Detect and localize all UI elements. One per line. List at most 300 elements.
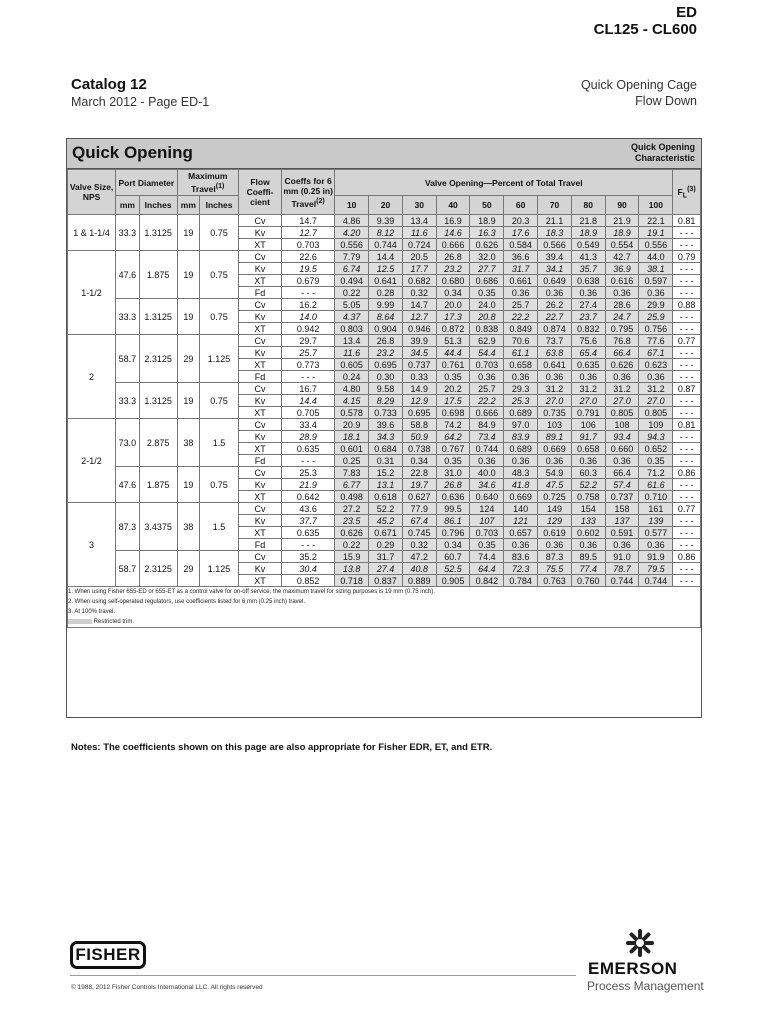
travel-inches-cell: 0.75 bbox=[200, 215, 239, 251]
header-pct-20: 20 bbox=[369, 196, 403, 215]
catalog-date: March 2012 - Page ED-1 bbox=[71, 95, 210, 109]
value-cell: 0.649 bbox=[538, 275, 572, 287]
characteristic-label bbox=[631, 142, 695, 164]
port-mm-cell: 33.3 bbox=[116, 299, 140, 335]
value-cell: 23.2 bbox=[369, 347, 403, 359]
value-cell: 0.619 bbox=[538, 527, 572, 539]
value-cell: 0.36 bbox=[538, 539, 572, 551]
value-cell: 15.2 bbox=[369, 467, 403, 479]
travel-mm-cell: 29 bbox=[177, 551, 200, 587]
value-cell: 14.7 bbox=[402, 299, 436, 311]
value-cell: 0.744 bbox=[605, 575, 639, 587]
value-cell: 16.3 bbox=[470, 227, 504, 239]
coefficient-name-cell: XT bbox=[239, 275, 282, 287]
value-cell: 12.9 bbox=[402, 395, 436, 407]
value-cell: 91.9 bbox=[639, 551, 673, 563]
restricted-trim-label: Restricted trim. bbox=[93, 619, 135, 625]
value-cell: 9.99 bbox=[369, 299, 403, 311]
value-cell: 83.9 bbox=[504, 431, 538, 443]
value-cell: 0.796 bbox=[436, 527, 470, 539]
value-cell: 0.623 bbox=[639, 359, 673, 371]
value-cell: 14.9 bbox=[402, 383, 436, 395]
value-cell: 161 bbox=[639, 503, 673, 515]
value-cell: 0.494 bbox=[335, 275, 369, 287]
value-cell: 0.22 bbox=[335, 287, 369, 299]
value-cell: 0.744 bbox=[369, 239, 403, 251]
footnote-ref-2: (2) bbox=[316, 196, 325, 205]
coeff-6mm-cell: 0.703 bbox=[282, 239, 335, 251]
table-row bbox=[68, 419, 701, 431]
coeff-6mm-cell: - - - bbox=[282, 371, 335, 383]
fl-cell: - - - bbox=[673, 455, 701, 467]
value-cell: 0.695 bbox=[402, 407, 436, 419]
value-cell: 0.35 bbox=[470, 539, 504, 551]
coeff-6mm-cell: - - - bbox=[282, 455, 335, 467]
value-cell: 0.36 bbox=[504, 371, 538, 383]
value-cell: 0.684 bbox=[369, 443, 403, 455]
coeff-6mm-cell: 33.4 bbox=[282, 419, 335, 431]
value-cell: 31.7 bbox=[369, 551, 403, 563]
header-fl bbox=[673, 170, 701, 215]
value-cell: 26.2 bbox=[538, 299, 572, 311]
fl-cell: - - - bbox=[673, 407, 701, 419]
coeff-6mm-cell: 37.7 bbox=[282, 515, 335, 527]
value-cell: 14.4 bbox=[369, 251, 403, 263]
value-cell: 39.6 bbox=[369, 419, 403, 431]
value-cell: 7.83 bbox=[335, 467, 369, 479]
port-inches-cell: 2.3125 bbox=[139, 335, 177, 383]
coefficient-name-cell: Kv bbox=[239, 227, 282, 239]
value-cell: 0.660 bbox=[605, 443, 639, 455]
catalog-title: Catalog 12 bbox=[71, 76, 147, 93]
value-cell: 0.36 bbox=[571, 371, 605, 383]
characteristic-line2: Characteristic bbox=[634, 153, 695, 163]
value-cell: 158 bbox=[605, 503, 639, 515]
port-mm-cell: 73.0 bbox=[116, 419, 140, 467]
value-cell: 31.2 bbox=[605, 383, 639, 395]
value-cell: 0.872 bbox=[436, 323, 470, 335]
value-cell: 137 bbox=[605, 515, 639, 527]
coeff-6mm-cell: 22.6 bbox=[282, 251, 335, 263]
value-cell: 0.601 bbox=[335, 443, 369, 455]
coeff-6mm-cell: 21.9 bbox=[282, 479, 335, 491]
value-cell: 86.1 bbox=[436, 515, 470, 527]
value-cell: 0.738 bbox=[402, 443, 436, 455]
value-cell: 34.5 bbox=[402, 347, 436, 359]
value-cell: 0.578 bbox=[335, 407, 369, 419]
port-inches-cell: 1.3125 bbox=[139, 215, 177, 251]
value-cell: 45.2 bbox=[369, 515, 403, 527]
value-cell: 11.6 bbox=[402, 227, 436, 239]
value-cell: 20.8 bbox=[470, 311, 504, 323]
table-row bbox=[68, 215, 701, 227]
value-cell: 41.3 bbox=[571, 251, 605, 263]
coefficient-name-cell: XT bbox=[239, 323, 282, 335]
header-port-mm: mm bbox=[116, 196, 140, 215]
copyright: © 1988, 2012 Fisher Controls International LLC. All rights reserved bbox=[71, 984, 263, 991]
value-cell: 0.744 bbox=[470, 443, 504, 455]
value-cell: 6.74 bbox=[335, 263, 369, 275]
value-cell: 0.36 bbox=[605, 287, 639, 299]
coeff-6mm-cell: 0.852 bbox=[282, 575, 335, 587]
value-cell: 62.9 bbox=[470, 335, 504, 347]
coefficient-name-cell: XT bbox=[239, 491, 282, 503]
value-cell: 16.9 bbox=[436, 215, 470, 227]
fl-cell: - - - bbox=[673, 491, 701, 503]
value-cell: 65.4 bbox=[571, 347, 605, 359]
value-cell: 0.904 bbox=[369, 323, 403, 335]
value-cell: 4.80 bbox=[335, 383, 369, 395]
coefficient-name-cell: Cv bbox=[239, 335, 282, 347]
value-cell: 0.566 bbox=[538, 239, 572, 251]
value-cell: 139 bbox=[639, 515, 673, 527]
coeff-6mm-cell: 43.6 bbox=[282, 503, 335, 515]
value-cell: 17.3 bbox=[436, 311, 470, 323]
value-cell: 64.4 bbox=[470, 563, 504, 575]
coefficient-name-cell: Kv bbox=[239, 263, 282, 275]
value-cell: 6.77 bbox=[335, 479, 369, 491]
fl-cell: 0.88 bbox=[673, 299, 701, 311]
value-cell: 72.3 bbox=[504, 563, 538, 575]
fl-cell: 0.77 bbox=[673, 503, 701, 515]
value-cell: 27.7 bbox=[470, 263, 504, 275]
value-cell: 0.756 bbox=[639, 323, 673, 335]
footnote-ref-1: (1) bbox=[215, 182, 225, 191]
travel-mm-cell: 38 bbox=[177, 503, 200, 551]
value-cell: 0.837 bbox=[369, 575, 403, 587]
coeff-6mm-cell: 14.7 bbox=[282, 215, 335, 227]
value-cell: 0.761 bbox=[436, 359, 470, 371]
value-cell: 0.34 bbox=[402, 455, 436, 467]
value-cell: 0.36 bbox=[571, 539, 605, 551]
value-cell: 31.2 bbox=[538, 383, 572, 395]
emerson-globe-icon bbox=[625, 928, 655, 958]
fl-cell: - - - bbox=[673, 515, 701, 527]
value-cell: 71.2 bbox=[639, 467, 673, 479]
value-cell: 0.636 bbox=[436, 491, 470, 503]
value-cell: 129 bbox=[538, 515, 572, 527]
value-cell: 73.4 bbox=[470, 431, 504, 443]
value-cell: 0.30 bbox=[369, 371, 403, 383]
value-cell: 27.0 bbox=[571, 395, 605, 407]
fl-cell: - - - bbox=[673, 539, 701, 551]
table-row bbox=[68, 335, 701, 347]
value-cell: 22.7 bbox=[538, 311, 572, 323]
coeff-6mm-cell: 0.642 bbox=[282, 491, 335, 503]
value-cell: 0.889 bbox=[402, 575, 436, 587]
coefficient-name-cell: Cv bbox=[239, 251, 282, 263]
value-cell: 83.6 bbox=[504, 551, 538, 563]
fl-cell: - - - bbox=[673, 527, 701, 539]
header-pct-90: 90 bbox=[605, 196, 639, 215]
travel-inches-cell: 0.75 bbox=[200, 467, 239, 503]
value-cell: 25.9 bbox=[639, 311, 673, 323]
header-pct-80: 80 bbox=[571, 196, 605, 215]
value-cell: 0.36 bbox=[504, 455, 538, 467]
coeff-6mm-cell: 0.942 bbox=[282, 323, 335, 335]
characteristic-line1: Quick Opening bbox=[630, 142, 695, 152]
cage-type: Quick Opening Cage bbox=[580, 78, 697, 92]
value-cell: 70.6 bbox=[504, 335, 538, 347]
value-cell: 0.36 bbox=[639, 287, 673, 299]
value-cell: 34.6 bbox=[470, 479, 504, 491]
value-cell: 26.8 bbox=[436, 479, 470, 491]
value-cell: 0.680 bbox=[436, 275, 470, 287]
value-cell: 0.689 bbox=[504, 407, 538, 419]
valve-size-cell: 3 bbox=[68, 503, 116, 587]
value-cell: 0.36 bbox=[639, 371, 673, 383]
value-cell: 0.635 bbox=[571, 359, 605, 371]
travel-mm-cell: 19 bbox=[177, 299, 200, 335]
value-cell: 109 bbox=[639, 419, 673, 431]
value-cell: 9.58 bbox=[369, 383, 403, 395]
value-cell: 44.0 bbox=[639, 251, 673, 263]
table-row bbox=[68, 383, 701, 395]
header-fl-f: F bbox=[677, 186, 683, 197]
value-cell: 52.2 bbox=[369, 503, 403, 515]
table-row bbox=[68, 251, 701, 263]
footnote-3: 3. At 100% travel. bbox=[68, 609, 116, 615]
fl-cell: 0.77 bbox=[673, 335, 701, 347]
value-cell: 8.64 bbox=[369, 311, 403, 323]
value-cell: 0.661 bbox=[504, 275, 538, 287]
value-cell: 25.7 bbox=[504, 299, 538, 311]
value-cell: 79.5 bbox=[639, 563, 673, 575]
value-cell: 140 bbox=[504, 503, 538, 515]
value-cell: 27.0 bbox=[639, 395, 673, 407]
value-cell: 0.34 bbox=[436, 287, 470, 299]
value-cell: 26.8 bbox=[436, 251, 470, 263]
process-management: Process Management bbox=[587, 979, 704, 993]
notes: Notes: The coefficients shown on this page are also appropriate for Fisher EDR, ET, and ETR. bbox=[71, 742, 493, 753]
coeff-6mm-cell: 14.4 bbox=[282, 395, 335, 407]
value-cell: 13.4 bbox=[402, 215, 436, 227]
value-cell: 0.657 bbox=[504, 527, 538, 539]
value-cell: 0.36 bbox=[605, 539, 639, 551]
header-max-travel-text: Maximum Travel bbox=[188, 171, 228, 194]
value-cell: 0.33 bbox=[402, 371, 436, 383]
value-cell: 107 bbox=[470, 515, 504, 527]
value-cell: 40.0 bbox=[470, 467, 504, 479]
value-cell: 0.710 bbox=[639, 491, 673, 503]
value-cell: 23.7 bbox=[571, 311, 605, 323]
value-cell: 0.689 bbox=[504, 443, 538, 455]
value-cell: 84.9 bbox=[470, 419, 504, 431]
value-cell: 9.39 bbox=[369, 215, 403, 227]
value-cell: 36.6 bbox=[504, 251, 538, 263]
travel-mm-cell: 38 bbox=[177, 419, 200, 467]
value-cell: 24.0 bbox=[470, 299, 504, 311]
value-cell: 77.6 bbox=[639, 335, 673, 347]
value-cell: 0.36 bbox=[538, 287, 572, 299]
coefficient-name-cell: Fd bbox=[239, 371, 282, 383]
value-cell: 0.36 bbox=[639, 539, 673, 551]
value-cell: 36.9 bbox=[605, 263, 639, 275]
port-mm-cell: 87.3 bbox=[116, 503, 140, 551]
port-mm-cell: 33.3 bbox=[116, 383, 140, 419]
value-cell: 12.7 bbox=[402, 311, 436, 323]
header-travel-mm: mm bbox=[177, 196, 200, 215]
value-cell: 39.9 bbox=[402, 335, 436, 347]
coeff-6mm-cell: 25.7 bbox=[282, 347, 335, 359]
value-cell: 0.35 bbox=[436, 371, 470, 383]
value-cell: 11.6 bbox=[335, 347, 369, 359]
fl-cell: - - - bbox=[673, 359, 701, 371]
table-row bbox=[68, 503, 701, 515]
value-cell: 63.8 bbox=[538, 347, 572, 359]
value-cell: 0.36 bbox=[470, 455, 504, 467]
header-pct-60: 60 bbox=[504, 196, 538, 215]
fl-cell: - - - bbox=[673, 263, 701, 275]
value-cell: 31.2 bbox=[571, 383, 605, 395]
value-cell: 21.8 bbox=[571, 215, 605, 227]
coefficient-name-cell: Kv bbox=[239, 515, 282, 527]
value-cell: 0.791 bbox=[571, 407, 605, 419]
value-cell: 66.4 bbox=[605, 347, 639, 359]
value-cell: 64.2 bbox=[436, 431, 470, 443]
value-cell: 97.0 bbox=[504, 419, 538, 431]
value-cell: 0.733 bbox=[369, 407, 403, 419]
value-cell: 47.2 bbox=[402, 551, 436, 563]
value-cell: 7.79 bbox=[335, 251, 369, 263]
document-code: ED bbox=[676, 4, 697, 21]
table-title-bar bbox=[67, 139, 701, 169]
value-cell: 0.640 bbox=[470, 491, 504, 503]
coeff-6mm-cell: 16.2 bbox=[282, 299, 335, 311]
value-cell: 0.686 bbox=[470, 275, 504, 287]
value-cell: 0.29 bbox=[369, 539, 403, 551]
value-cell: 89.5 bbox=[571, 551, 605, 563]
value-cell: 0.666 bbox=[470, 407, 504, 419]
header-pct-10: 10 bbox=[335, 196, 369, 215]
value-cell: 54.4 bbox=[470, 347, 504, 359]
value-cell: 0.36 bbox=[571, 455, 605, 467]
value-cell: 67.1 bbox=[639, 347, 673, 359]
port-mm-cell: 58.7 bbox=[116, 335, 140, 383]
value-cell: 0.616 bbox=[605, 275, 639, 287]
value-cell: 0.805 bbox=[605, 407, 639, 419]
coefficient-name-cell: Fd bbox=[239, 455, 282, 467]
port-inches-cell: 2.875 bbox=[139, 419, 177, 467]
value-cell: 0.838 bbox=[470, 323, 504, 335]
port-inches-cell: 1.875 bbox=[139, 467, 177, 503]
value-cell: 52.5 bbox=[436, 563, 470, 575]
value-cell: 0.36 bbox=[504, 539, 538, 551]
value-cell: 20.0 bbox=[436, 299, 470, 311]
value-cell: 20.2 bbox=[436, 383, 470, 395]
value-cell: 0.577 bbox=[639, 527, 673, 539]
value-cell: 0.658 bbox=[504, 359, 538, 371]
coeff-6mm-cell: 16.7 bbox=[282, 383, 335, 395]
fl-cell: - - - bbox=[673, 275, 701, 287]
fl-cell: - - - bbox=[673, 443, 701, 455]
value-cell: 67.4 bbox=[402, 515, 436, 527]
coefficient-name-cell: Cv bbox=[239, 503, 282, 515]
value-cell: 0.32 bbox=[402, 287, 436, 299]
value-cell: 0.763 bbox=[538, 575, 572, 587]
footer-divider bbox=[70, 975, 576, 976]
value-cell: 0.35 bbox=[470, 287, 504, 299]
value-cell: 54.9 bbox=[538, 467, 572, 479]
value-cell: 42.7 bbox=[605, 251, 639, 263]
port-inches-cell: 1.875 bbox=[139, 251, 177, 299]
value-cell: 0.554 bbox=[605, 239, 639, 251]
fl-cell: 0.86 bbox=[673, 467, 701, 479]
value-cell: 25.3 bbox=[504, 395, 538, 407]
value-cell: 75.5 bbox=[538, 563, 572, 575]
value-cell: 27.0 bbox=[538, 395, 572, 407]
value-cell: 60.3 bbox=[571, 467, 605, 479]
value-cell: 12.5 bbox=[369, 263, 403, 275]
value-cell: 0.626 bbox=[335, 527, 369, 539]
value-cell: 48.3 bbox=[504, 467, 538, 479]
value-cell: 0.36 bbox=[605, 371, 639, 383]
port-inches-cell: 1.3125 bbox=[139, 383, 177, 419]
header-port-inches: Inches bbox=[139, 196, 177, 215]
value-cell: 0.652 bbox=[639, 443, 673, 455]
header-pct-40: 40 bbox=[436, 196, 470, 215]
value-cell: 0.627 bbox=[402, 491, 436, 503]
restricted-trim-legend bbox=[68, 617, 700, 627]
fl-cell: 0.79 bbox=[673, 251, 701, 263]
value-cell: 0.36 bbox=[605, 455, 639, 467]
value-cell: 61.6 bbox=[639, 479, 673, 491]
value-cell: 0.669 bbox=[504, 491, 538, 503]
value-cell: 34.1 bbox=[538, 263, 572, 275]
value-cell: 106 bbox=[571, 419, 605, 431]
coeff-6mm-cell: 14.0 bbox=[282, 311, 335, 323]
value-cell: 0.641 bbox=[369, 275, 403, 287]
value-cell: 32.0 bbox=[470, 251, 504, 263]
table-row bbox=[68, 299, 701, 311]
coefficient-name-cell: XT bbox=[239, 407, 282, 419]
port-inches-cell: 3.4375 bbox=[139, 503, 177, 551]
coefficient-name-cell: Kv bbox=[239, 431, 282, 443]
table-body bbox=[68, 215, 701, 587]
value-cell: 77.9 bbox=[402, 503, 436, 515]
value-cell: 0.605 bbox=[335, 359, 369, 371]
value-cell: 17.6 bbox=[504, 227, 538, 239]
value-cell: 29.3 bbox=[504, 383, 538, 395]
value-cell: 17.5 bbox=[436, 395, 470, 407]
value-cell: 0.745 bbox=[402, 527, 436, 539]
flow-direction: Flow Down bbox=[635, 94, 697, 108]
value-cell: 0.849 bbox=[504, 323, 538, 335]
header-coeffs-6mm-text: Coeffs for 6 mm (0.25 in) Travel bbox=[283, 175, 333, 209]
value-cell: 0.795 bbox=[605, 323, 639, 335]
value-cell: 27.0 bbox=[605, 395, 639, 407]
fl-cell: - - - bbox=[673, 227, 701, 239]
value-cell: 34.3 bbox=[369, 431, 403, 443]
table-row bbox=[68, 467, 701, 479]
value-cell: 0.724 bbox=[402, 239, 436, 251]
value-cell: 0.556 bbox=[335, 239, 369, 251]
coefficient-name-cell: Cv bbox=[239, 419, 282, 431]
port-inches-cell: 1.3125 bbox=[139, 299, 177, 335]
value-cell: 0.22 bbox=[335, 539, 369, 551]
value-cell: 51.3 bbox=[436, 335, 470, 347]
value-cell: 154 bbox=[571, 503, 605, 515]
value-cell: 0.682 bbox=[402, 275, 436, 287]
restricted-swatch bbox=[68, 619, 92, 624]
value-cell: 0.703 bbox=[470, 359, 504, 371]
header-max-travel bbox=[177, 170, 238, 196]
value-cell: 22.2 bbox=[504, 311, 538, 323]
value-cell: 23.2 bbox=[436, 263, 470, 275]
value-cell: 20.9 bbox=[335, 419, 369, 431]
travel-inches-cell: 1.5 bbox=[200, 419, 239, 467]
table-footnotes bbox=[68, 587, 701, 628]
